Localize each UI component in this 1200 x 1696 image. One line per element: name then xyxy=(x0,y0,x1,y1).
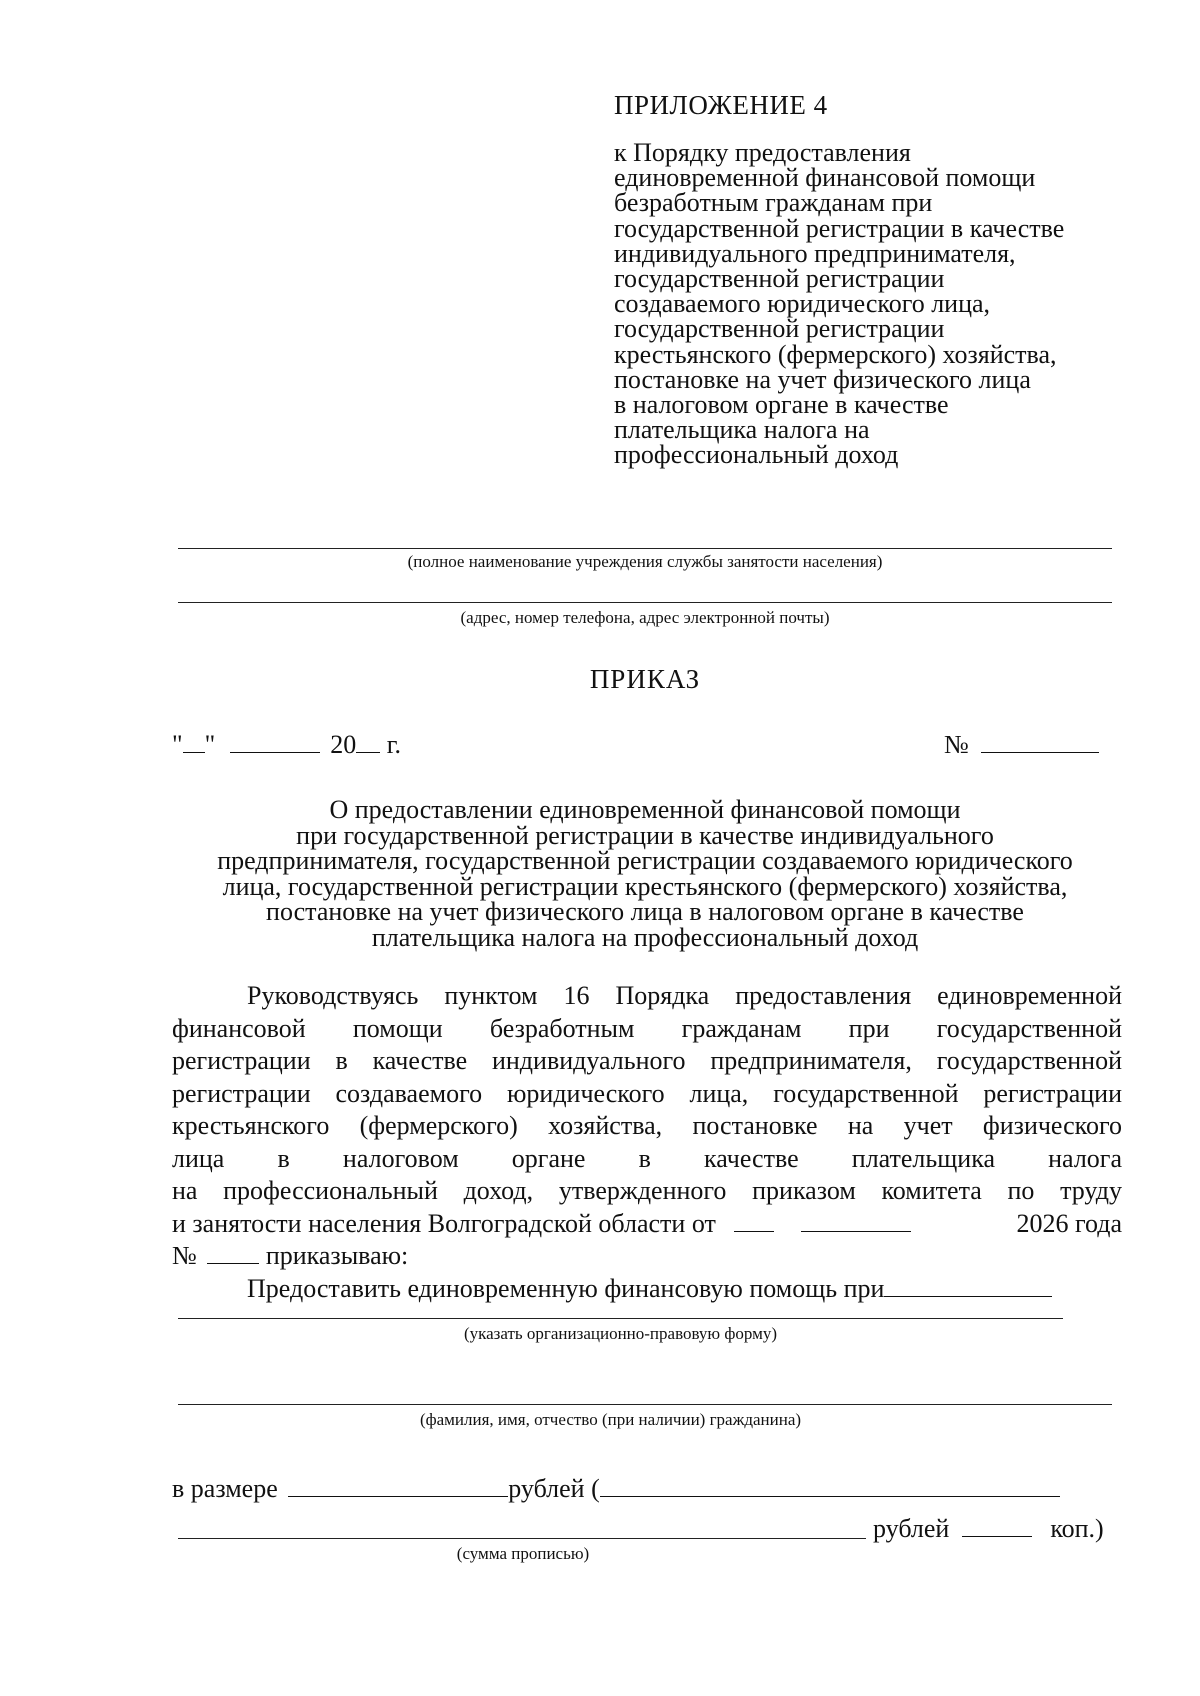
appendix-line: постановке на учет физического лица xyxy=(614,364,1031,394)
appendix-line: индивидуального предпринимателя, xyxy=(614,238,1016,268)
subject-line: при государственной регистрации в качестве индивидуального xyxy=(296,820,994,850)
amount-words-line[interactable] xyxy=(178,1538,866,1539)
org-form-caption: (указать организационно-правовую форму) xyxy=(463,1324,778,1343)
body-line-8-year: 2026 года xyxy=(1016,1208,1122,1238)
body-line: лица в налоговом органе в качестве плательщика налога xyxy=(172,1143,1122,1173)
institution-name-line[interactable] xyxy=(178,548,1112,549)
body-line: регистрации создаваемого юридического лица, государственной регистрации xyxy=(172,1078,1122,1108)
order-month-blank[interactable] xyxy=(801,1209,911,1232)
order-day-blank[interactable] xyxy=(734,1209,774,1232)
amount-words-caption: (сумма прописью) xyxy=(456,1544,590,1563)
order-date xyxy=(172,730,401,760)
contacts-caption: (адрес, номер телефона, адрес электронной почты) xyxy=(460,608,830,627)
amount-rub-label: рублей ( xyxy=(508,1474,600,1503)
body-line: на профессиональный доход, утвержденного приказом комитета по труду xyxy=(172,1176,1122,1205)
appendix-line: государственной регистрации xyxy=(614,264,945,294)
number-sign: № xyxy=(944,730,969,759)
appendix-reference xyxy=(614,140,1064,468)
month-blank[interactable] xyxy=(230,730,320,753)
appendix-line: государственной регистрации в качестве xyxy=(614,213,1065,243)
contacts-line[interactable] xyxy=(178,602,1112,603)
institution-name-caption: (полное наименование учреждения службы занятости населения) xyxy=(407,552,883,571)
date-quote-open: " xyxy=(172,730,183,759)
appendix-line: создаваемого юридического лица, xyxy=(614,289,991,319)
year-blank[interactable] xyxy=(356,730,380,753)
appendix-line: крестьянского (фермерского) хозяйства, xyxy=(614,339,1057,369)
appendix-line: государственной регистрации xyxy=(614,314,945,344)
amount-prefix: в размере xyxy=(172,1474,278,1503)
appendix-line: профессиональный доход xyxy=(614,440,899,470)
appendix-title: ПРИЛОЖЕНИЕ 4 xyxy=(614,90,828,120)
amount-digits-blank[interactable] xyxy=(288,1474,508,1497)
body-line: крестьянского (фермерского) хозяйства, постановке на учет физического xyxy=(172,1111,1122,1140)
person-name-line[interactable] xyxy=(178,1404,1112,1405)
order-body xyxy=(172,980,1122,1273)
body-line-9 xyxy=(172,1240,1122,1273)
order-number xyxy=(944,730,1099,760)
subject-line: плательщика налога на профессиональный доход xyxy=(371,922,919,952)
body-line: регистрации в качестве индивидуального предпринимателя, государственной xyxy=(172,1046,1122,1075)
amount-words-blank[interactable] xyxy=(600,1474,1060,1497)
body-line: финансовой помощи безработным гражданам при государственной xyxy=(172,1013,1122,1043)
provide-text: Предоставить единовременную финансовую помощь при xyxy=(247,1274,885,1303)
day-blank[interactable] xyxy=(183,730,205,753)
number-blank[interactable] xyxy=(981,730,1099,753)
date-quote-close: " xyxy=(204,730,216,759)
amount-rub-kop xyxy=(873,1514,1104,1544)
order-subject xyxy=(0,797,1200,950)
org-form-line[interactable] xyxy=(178,1318,1063,1319)
year-prefix: 20 xyxy=(330,730,357,759)
order-ref-number-blank[interactable] xyxy=(207,1241,259,1264)
order-title: ПРИКАЗ xyxy=(589,664,701,694)
subject-line: лица, государственной регистрации крестьянского (фермерского) хозяйства, xyxy=(222,871,1068,901)
kop-label: коп.) xyxy=(1050,1514,1104,1543)
appendix-line: в налоговом органе в качестве xyxy=(614,390,949,420)
rub-label: рублей xyxy=(873,1514,950,1543)
appendix-line: безработным гражданам при xyxy=(614,188,933,218)
order-ref-number-sign: № xyxy=(172,1241,197,1270)
body-line-8 xyxy=(172,1208,1122,1241)
appendix-line: единовременной финансовой помощи xyxy=(614,163,1036,193)
provide-line xyxy=(247,1274,1052,1304)
appendix-line: к Порядку предоставления xyxy=(614,138,911,167)
subject-line: постановке на учет физического лица в налоговом органе в качестве xyxy=(266,897,1024,926)
body-line-8-text: и занятости населения Волгоградской области от xyxy=(172,1208,716,1238)
body-line-9-text: приказываю: xyxy=(265,1241,409,1270)
body-line: Руководствуясь пунктом 16 Порядка предоставления единовременной xyxy=(247,981,1122,1010)
person-name-caption: (фамилия, имя, отчество (при наличии) гражданина) xyxy=(419,1410,802,1429)
subject-line: О предоставлении единовременной финансовой помощи xyxy=(329,795,961,824)
kop-blank[interactable] xyxy=(962,1514,1032,1537)
year-suffix: г. xyxy=(386,730,401,759)
appendix-line: плательщика налога на xyxy=(614,415,870,445)
amount-line xyxy=(172,1474,1060,1504)
provide-blank[interactable] xyxy=(884,1274,1052,1297)
subject-line: предпринимателя, государственной регистрации создаваемого юридического xyxy=(217,846,1073,875)
